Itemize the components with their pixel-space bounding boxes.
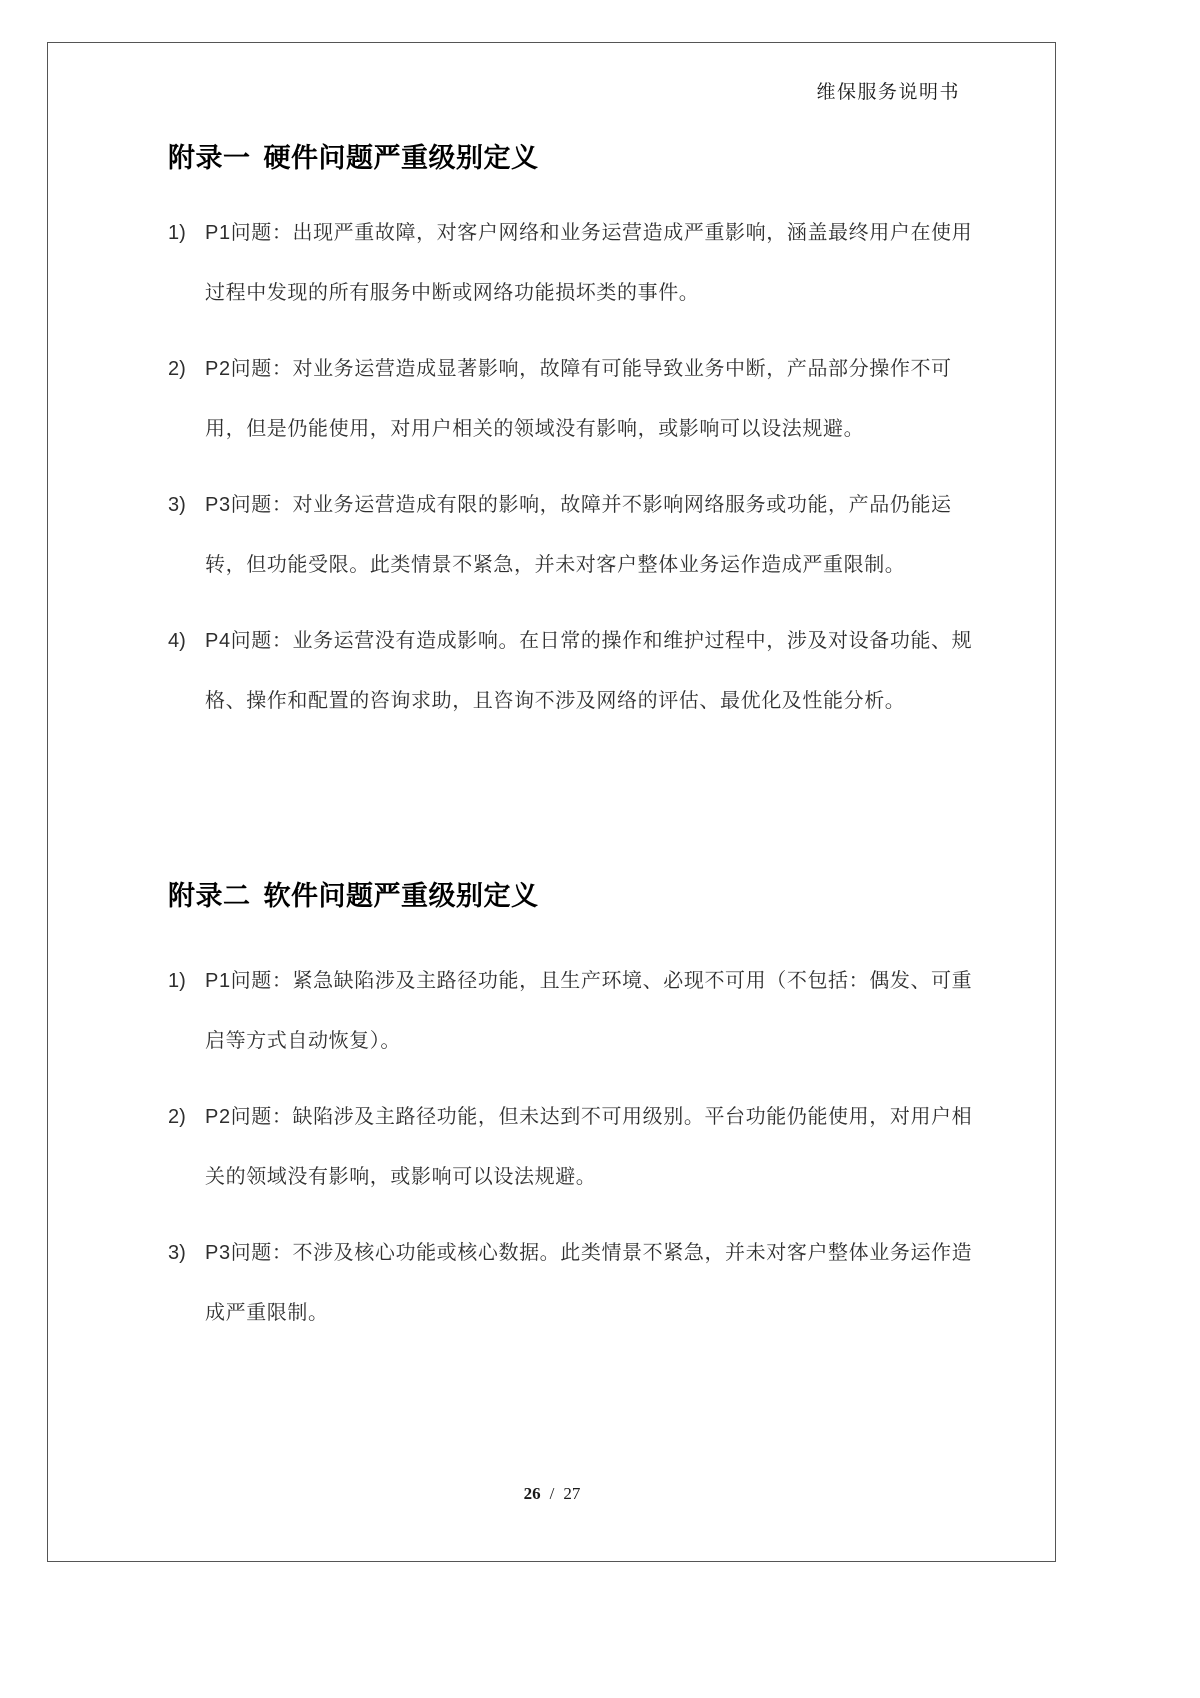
list-item-number: 4): [168, 630, 186, 652]
appendix-2-label: 附录二: [168, 881, 251, 911]
list-item-hardware-p3: [168, 475, 960, 595]
paragraph-line: P1问题：紧急缺陷涉及主路径功能，且生产环境、必现不可用（不包括：偶发、可重: [205, 970, 973, 992]
paragraph-line: 成严重限制。: [205, 1302, 329, 1324]
paragraph-line: 用，但是仍能使用，对用户相关的领域没有影响，或影响可以设法规避。: [205, 418, 865, 440]
list-item-hardware-p1: [168, 203, 973, 323]
paragraph-line: P3问题：对业务运营造成有限的影响，故障并不影响网络服务或功能，产品仍能运: [205, 494, 952, 516]
paragraph-line: P4问题：业务运营没有造成影响。在日常的操作和维护过程中，涉及对设备功能、规: [205, 630, 973, 652]
list-item-number: 3): [168, 1242, 186, 1264]
page-header: [168, 80, 960, 106]
paragraph-line: P3问题：不涉及核心功能或核心数据。此类情景不紧急，并未对客户整体业务运作造: [205, 1242, 973, 1264]
list-item-number: 2): [168, 358, 186, 380]
list-item-text: [205, 203, 973, 323]
list-item-text: [205, 611, 973, 731]
software-severity-list: [168, 951, 973, 1343]
section-title-appendix-2: [168, 878, 960, 914]
paragraph-line: P2问题：缺陷涉及主路径功能，但未达到不可用级别。平台功能仍能使用，对用户相: [205, 1106, 973, 1128]
list-item-hardware-p4: [168, 611, 973, 731]
list-item-text: [205, 951, 973, 1071]
paragraph-line: P1问题：出现严重故障，对客户网络和业务运营造成严重影响，涵盖最终用户在使用: [205, 222, 973, 244]
list-item-text: [205, 475, 960, 595]
page-content: [168, 0, 973, 1359]
list-item-text: [205, 1223, 973, 1343]
paragraph-line: 过程中发现的所有服务中断或网络功能损坏类的事件。: [205, 282, 700, 304]
list-item-text: [205, 339, 960, 459]
list-item-text: [205, 1087, 973, 1207]
list-item-number: 2): [168, 1106, 186, 1128]
list-item-number: 1): [168, 222, 186, 244]
page-number-total: 27: [563, 1484, 581, 1503]
paragraph-line: 转，但功能受限。此类情景不紧急，并未对客户整体业务运作造成严重限制。: [205, 554, 906, 576]
list-item-number: 3): [168, 494, 186, 516]
paragraph-line: 启等方式自动恢复）。: [205, 1030, 401, 1052]
section-title-appendix-1: [168, 140, 960, 176]
appendix-1-title-text: 硬件问题严重级别定义: [263, 143, 539, 173]
page-footer: [47, 1484, 1057, 1504]
paragraph-line: 关的领域没有影响，或影响可以设法规避。: [205, 1166, 597, 1188]
page-number-current: 26: [523, 1484, 541, 1503]
list-item-software-p2: [168, 1087, 973, 1207]
paragraph-line: P2问题：对业务运营造成显著影响，故障有可能导致业务中断，产品部分操作不可: [205, 358, 952, 380]
page-number-separator: /: [549, 1484, 555, 1503]
appendix-2-title-text: 软件问题严重级别定义: [263, 881, 539, 911]
list-item-software-p3: [168, 1223, 973, 1343]
appendix-1-label: 附录一: [168, 143, 251, 173]
list-item-number: 1): [168, 970, 186, 992]
list-item-software-p1: [168, 951, 973, 1071]
hardware-severity-list: [168, 203, 973, 731]
paragraph-line: 格、操作和配置的咨询求助，且咨询不涉及网络的评估、最优化及性能分析。: [205, 690, 906, 712]
header-title: 维保服务说明书: [816, 82, 960, 103]
list-item-hardware-p2: [168, 339, 960, 459]
